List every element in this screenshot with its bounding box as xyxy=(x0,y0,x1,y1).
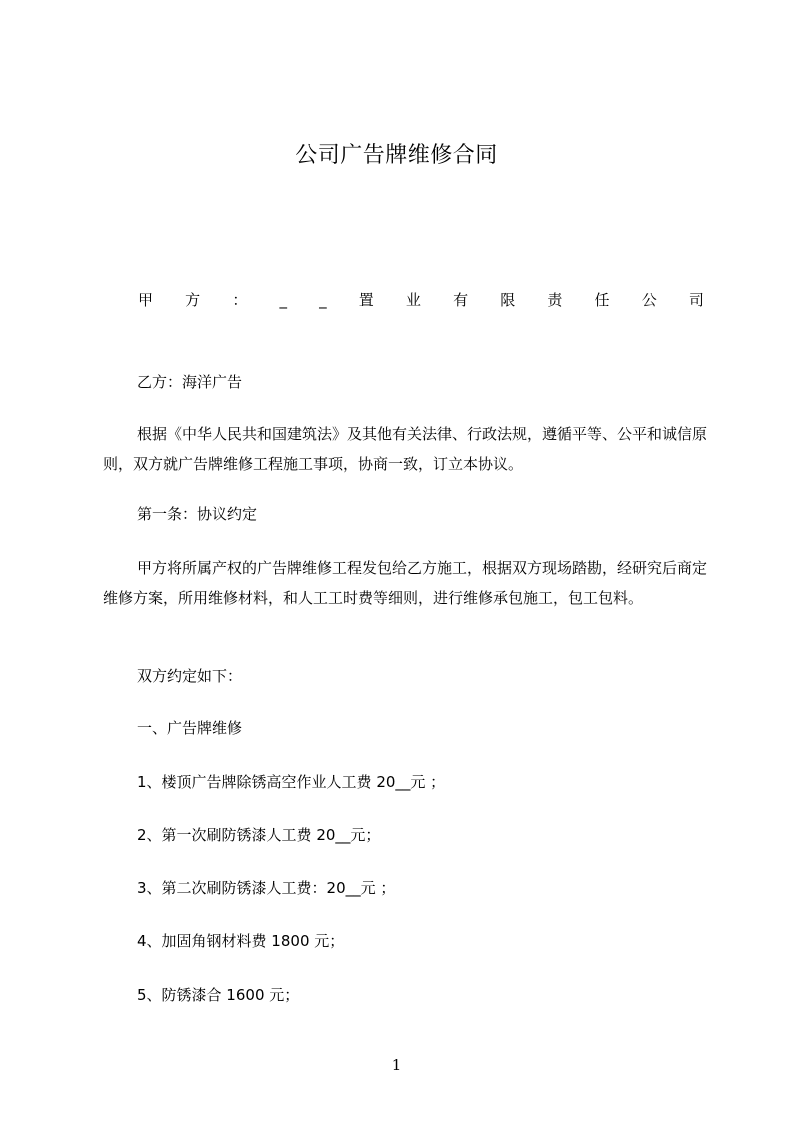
party-a-char: _ xyxy=(319,291,327,309)
document-title: 公司广告牌维修合同 xyxy=(295,143,498,168)
page-number: 1 xyxy=(391,1056,402,1074)
party-a-char: 置 xyxy=(358,291,374,309)
party-a-char: 公 xyxy=(641,291,657,309)
preamble-paragraph: 根据《中华人民共和国建筑法》及其他有关法律、行政法规，遵循平等、公平和诚信原则，双方就广告牌维修工程施工事项，协商一致，订立本协议。 xyxy=(103,425,708,473)
section-1-heading: 一、广告牌维修 xyxy=(137,719,243,737)
party-a-char: 业 xyxy=(405,291,421,309)
party-a-char: 有 xyxy=(453,291,469,309)
party-a-line xyxy=(138,289,704,311)
article-1-heading: 第一条：协议约定 xyxy=(137,505,258,523)
list-item: 1、楼顶广告牌除锈高空作业人工费 20__元 ； xyxy=(137,773,446,791)
list-item: 4、加固角钢材料费 1800 元； xyxy=(137,932,345,950)
article-1-body: 甲方将所属产权的广告牌维修工程发包给乙方施工，根据双方现场踏勘，经研究后商定维修方案，所用维修材料，和人工工时费等细则，进行维修承包施工，包工包料。 xyxy=(103,559,708,607)
list-item: 5、防锈漆合 1600 元； xyxy=(137,986,300,1004)
list-item: 3、第二次刷防锈漆人工费：20__元 ； xyxy=(137,879,396,897)
list-item: 2、第一次刷防锈漆人工费 20__元； xyxy=(137,826,381,844)
party-a-char: 任 xyxy=(594,291,610,309)
party-a-char: ： xyxy=(232,291,248,309)
agreement-intro: 双方约定如下： xyxy=(137,667,243,685)
party-a-char: 限 xyxy=(500,291,516,309)
party-a-char: 方 xyxy=(185,291,201,309)
party-a-char: 司 xyxy=(688,291,704,309)
party-a-char: _ xyxy=(279,291,287,309)
party-a-char: 责 xyxy=(547,291,563,309)
party-a-char: 甲 xyxy=(138,291,154,309)
party-b-line: 乙方：海洋广告 xyxy=(137,373,243,391)
